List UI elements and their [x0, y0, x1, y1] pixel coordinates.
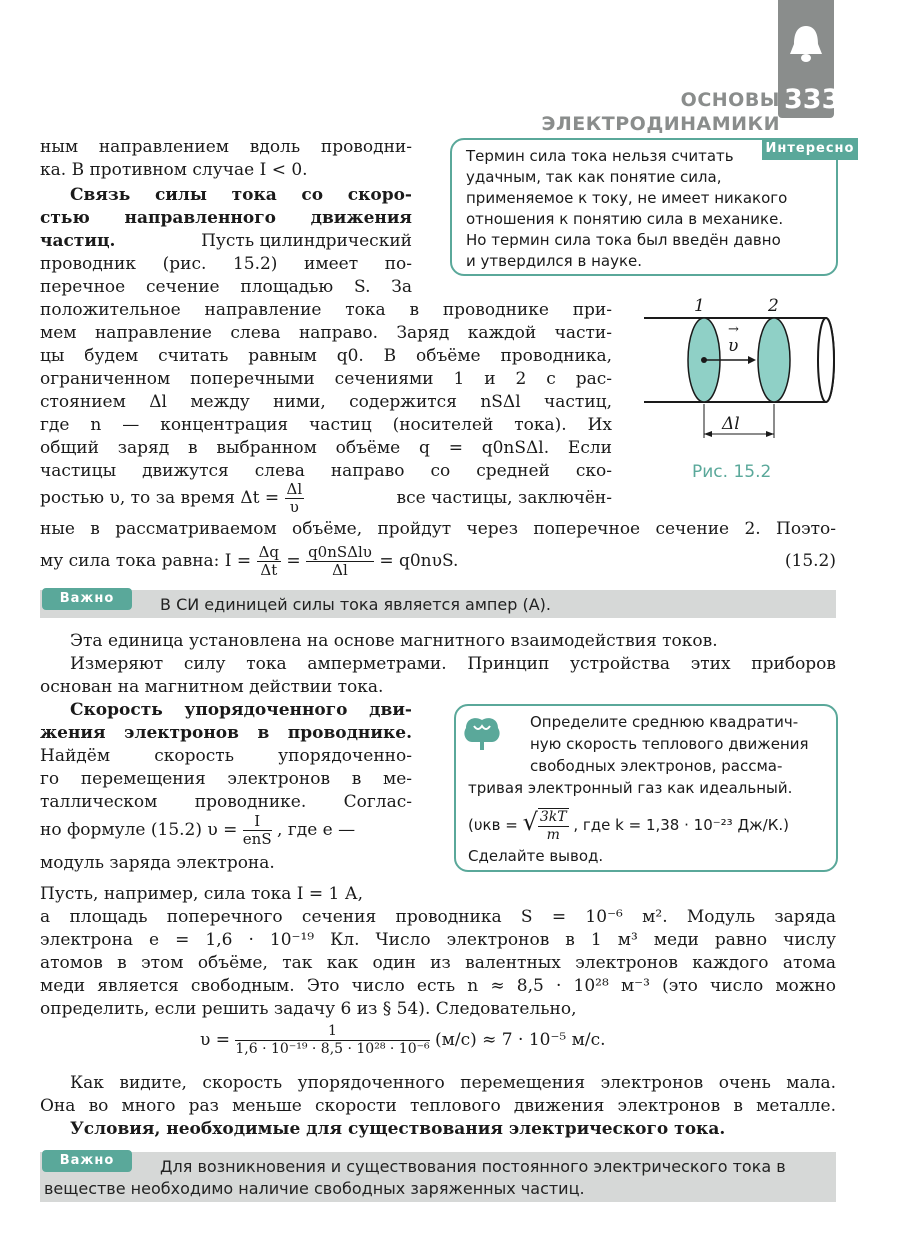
text-line: ка. В противном случае I < 0.	[40, 160, 308, 180]
text-line: Она во много раз меньше скорости теплового движения электронов в металле.	[40, 1096, 836, 1116]
important-badge: Важно	[42, 588, 132, 610]
text-line: электрона e = 1,6 · 10⁻¹⁹ Кл. Число электронов в 1 м³ меди равно числу	[40, 930, 836, 950]
task-line: тривая электронный газ как идеальный.	[468, 779, 793, 797]
interesting-badge: Интересно	[762, 138, 858, 160]
fraction-top: 3kT	[539, 808, 567, 825]
text-span: (υкв =	[468, 816, 518, 834]
page-number: 333	[784, 84, 841, 115]
box-text-line: Но термин сила тока был введён давно	[466, 231, 781, 249]
brain-icon	[462, 714, 502, 752]
text-line: а площадь поперечного сечения проводника S = 10⁻⁶ м². Модуль заряда	[40, 907, 836, 927]
figure-label-2: 2	[768, 296, 779, 316]
text-line: ные в рассматриваемом объёме, пройдут через поперечное сечение 2. Поэто-	[40, 519, 836, 539]
text-line: цы будем считать равным q0. В объёме проводника,	[40, 346, 612, 366]
box-text-line: Термин сила тока нельзя считать	[466, 147, 734, 165]
bell-icon	[788, 22, 824, 64]
box-text-line: отношения к понятию сила в механике.	[466, 210, 784, 228]
text-line: таллическом проводнике. Соглас-	[40, 792, 412, 812]
fraction-bottom: m	[546, 826, 560, 843]
section-heading: Условия, необходимые для существования электрического тока.	[70, 1119, 726, 1139]
text-span: = q0nυS.	[379, 551, 459, 571]
fraction	[257, 544, 281, 579]
text-span: ростью υ, то за время Δt =	[40, 488, 280, 508]
text-span: все частицы, заключён-	[396, 488, 612, 508]
important-text: Для возникновения и существования постоянного электрического тока в	[160, 1157, 786, 1176]
task-line: свободных электронов, рассма-	[530, 757, 783, 775]
task-line: Сделайте вывод.	[468, 847, 604, 865]
text-line	[40, 478, 612, 518]
figure-caption: Рис. 15.2	[692, 462, 772, 482]
dim-arrow	[766, 431, 774, 437]
equation-number: (15.2)	[784, 551, 836, 571]
formula-line	[40, 808, 412, 852]
text-line: определить, если решить задачу 6 из § 54). Следовательно,	[40, 999, 577, 1019]
fraction-bottom: enS	[242, 830, 272, 848]
figure-label-1: 1	[694, 296, 705, 316]
text-line: меди является свободным. Это число есть n ≈ 8,5 · 10²⁸ м⁻³ (это число можно	[40, 976, 836, 996]
section-heading: частиц.	[40, 231, 116, 251]
text-line: стоянием Δl между ними, содержится nSΔl частиц,	[40, 392, 612, 412]
text-line	[40, 230, 412, 252]
text-span: (м/с) ≈ 7 · 10⁻⁵ м/с.	[435, 1030, 606, 1050]
text-line: проводник (рис. 15.2) имеет по-	[40, 254, 412, 274]
task-line: Определите среднюю квадратич-	[530, 713, 799, 731]
text-span: му сила тока равна: I =	[40, 551, 252, 571]
fraction-top: q0nSΔlυ	[308, 543, 372, 561]
text-line: Пусть, например, сила тока I = 1 А,	[40, 884, 364, 904]
fraction-bottom: 1,6 · 10⁻¹⁹ · 8,5 · 10²⁸ · 10⁻⁶	[235, 1041, 430, 1057]
text-span: Пусть цилиндрический	[201, 231, 412, 251]
text-line: положительное направление тока в проводнике при-	[40, 300, 612, 320]
fraction-bottom: Δl	[332, 561, 348, 579]
cross-section-2	[758, 318, 790, 402]
text-line: модуль заряда электрона.	[40, 853, 275, 873]
text-span: но формуле (15.2) υ =	[40, 820, 238, 840]
sqrt-fraction	[538, 808, 569, 844]
box-text-line: и утвердился в науке.	[466, 252, 643, 270]
text-line: основан на магнитном действии тока.	[40, 677, 384, 697]
fraction	[243, 813, 272, 848]
text-line: где n — концентрация частиц (носителей тока). Их	[40, 415, 612, 435]
text-line: атомов в этом объёме, так как один из валентных электронов каждого атома	[40, 953, 836, 973]
fraction-top: Δl	[286, 480, 303, 498]
section-heading: Скорость упорядоченного дви-	[70, 700, 412, 720]
text-line: перечное сечение площадью S. За	[40, 277, 412, 297]
text-span: , где e —	[277, 820, 356, 840]
text-line: частицы движутся слева направо со средней ско-	[40, 461, 612, 481]
fraction-bottom: υ	[289, 498, 299, 516]
fraction	[235, 1023, 429, 1058]
conductor-end	[818, 318, 834, 402]
text-line: Эта единица установлена на основе магнитного взаимодействия токов.	[70, 631, 718, 651]
sqrt-icon: √	[522, 808, 538, 836]
section-heading: стью направленного движения	[40, 208, 412, 228]
fraction-top: I	[243, 813, 272, 831]
text-line: Измеряют силу тока амперметрами. Принцип устройства этих приборов	[70, 654, 836, 674]
text-line: го перемещения электронов в ме-	[40, 769, 412, 789]
formula-line	[40, 538, 836, 584]
vector-arrow-icon: →	[728, 322, 739, 337]
section-heading: Связь силы тока со скоро-	[70, 185, 412, 205]
fraction	[306, 544, 374, 579]
important-badge: Важно	[42, 1150, 132, 1172]
fraction-top: 1	[235, 1023, 429, 1041]
important-text: В СИ единицей силы тока является ампер (А).	[160, 595, 551, 614]
dim-arrow	[704, 431, 712, 437]
task-formula	[468, 802, 789, 842]
text-span: =	[286, 551, 301, 571]
text-line: Как видите, скорость упорядоченного перемещения электронов очень мала.	[70, 1073, 836, 1093]
task-line: ную скорость теплового движения	[530, 735, 809, 753]
section-title: ОСНОВЫ ЭЛЕКТРОДИНАМИКИ	[541, 89, 780, 135]
fraction	[285, 481, 305, 516]
formula-line	[200, 1016, 720, 1064]
figure-velocity-label: υ	[728, 336, 739, 356]
text-span: υ =	[200, 1030, 230, 1050]
figure-delta-label: Δl	[722, 414, 740, 434]
text-line: ным направлением вдоль проводни-	[40, 137, 412, 157]
text-line: мем направление слева направо. Заряд каждой части-	[40, 323, 612, 343]
text-line: общий заряд в выбранном объёме q = q0nSΔl. Если	[40, 438, 612, 458]
text-line: Найдём скорость упорядоченно-	[40, 746, 412, 766]
box-text-line: удачным, так как понятие сила,	[466, 168, 722, 186]
text-span: , где k = 1,38 · 10⁻²³ Дж/К.)	[573, 816, 790, 834]
fraction-top: Δq	[258, 543, 280, 561]
section-heading: жения электронов в проводнике.	[40, 723, 412, 743]
box-text-line: применяемое к току, не имеет никакого	[466, 189, 788, 207]
text-line: ограниченном поперечными сечениями 1 и 2 с рас-	[40, 369, 612, 389]
arrow-head	[748, 356, 756, 364]
fraction-bottom: Δt	[260, 561, 278, 579]
important-text: веществе необходимо наличие свободных заряженных частиц.	[44, 1179, 585, 1198]
